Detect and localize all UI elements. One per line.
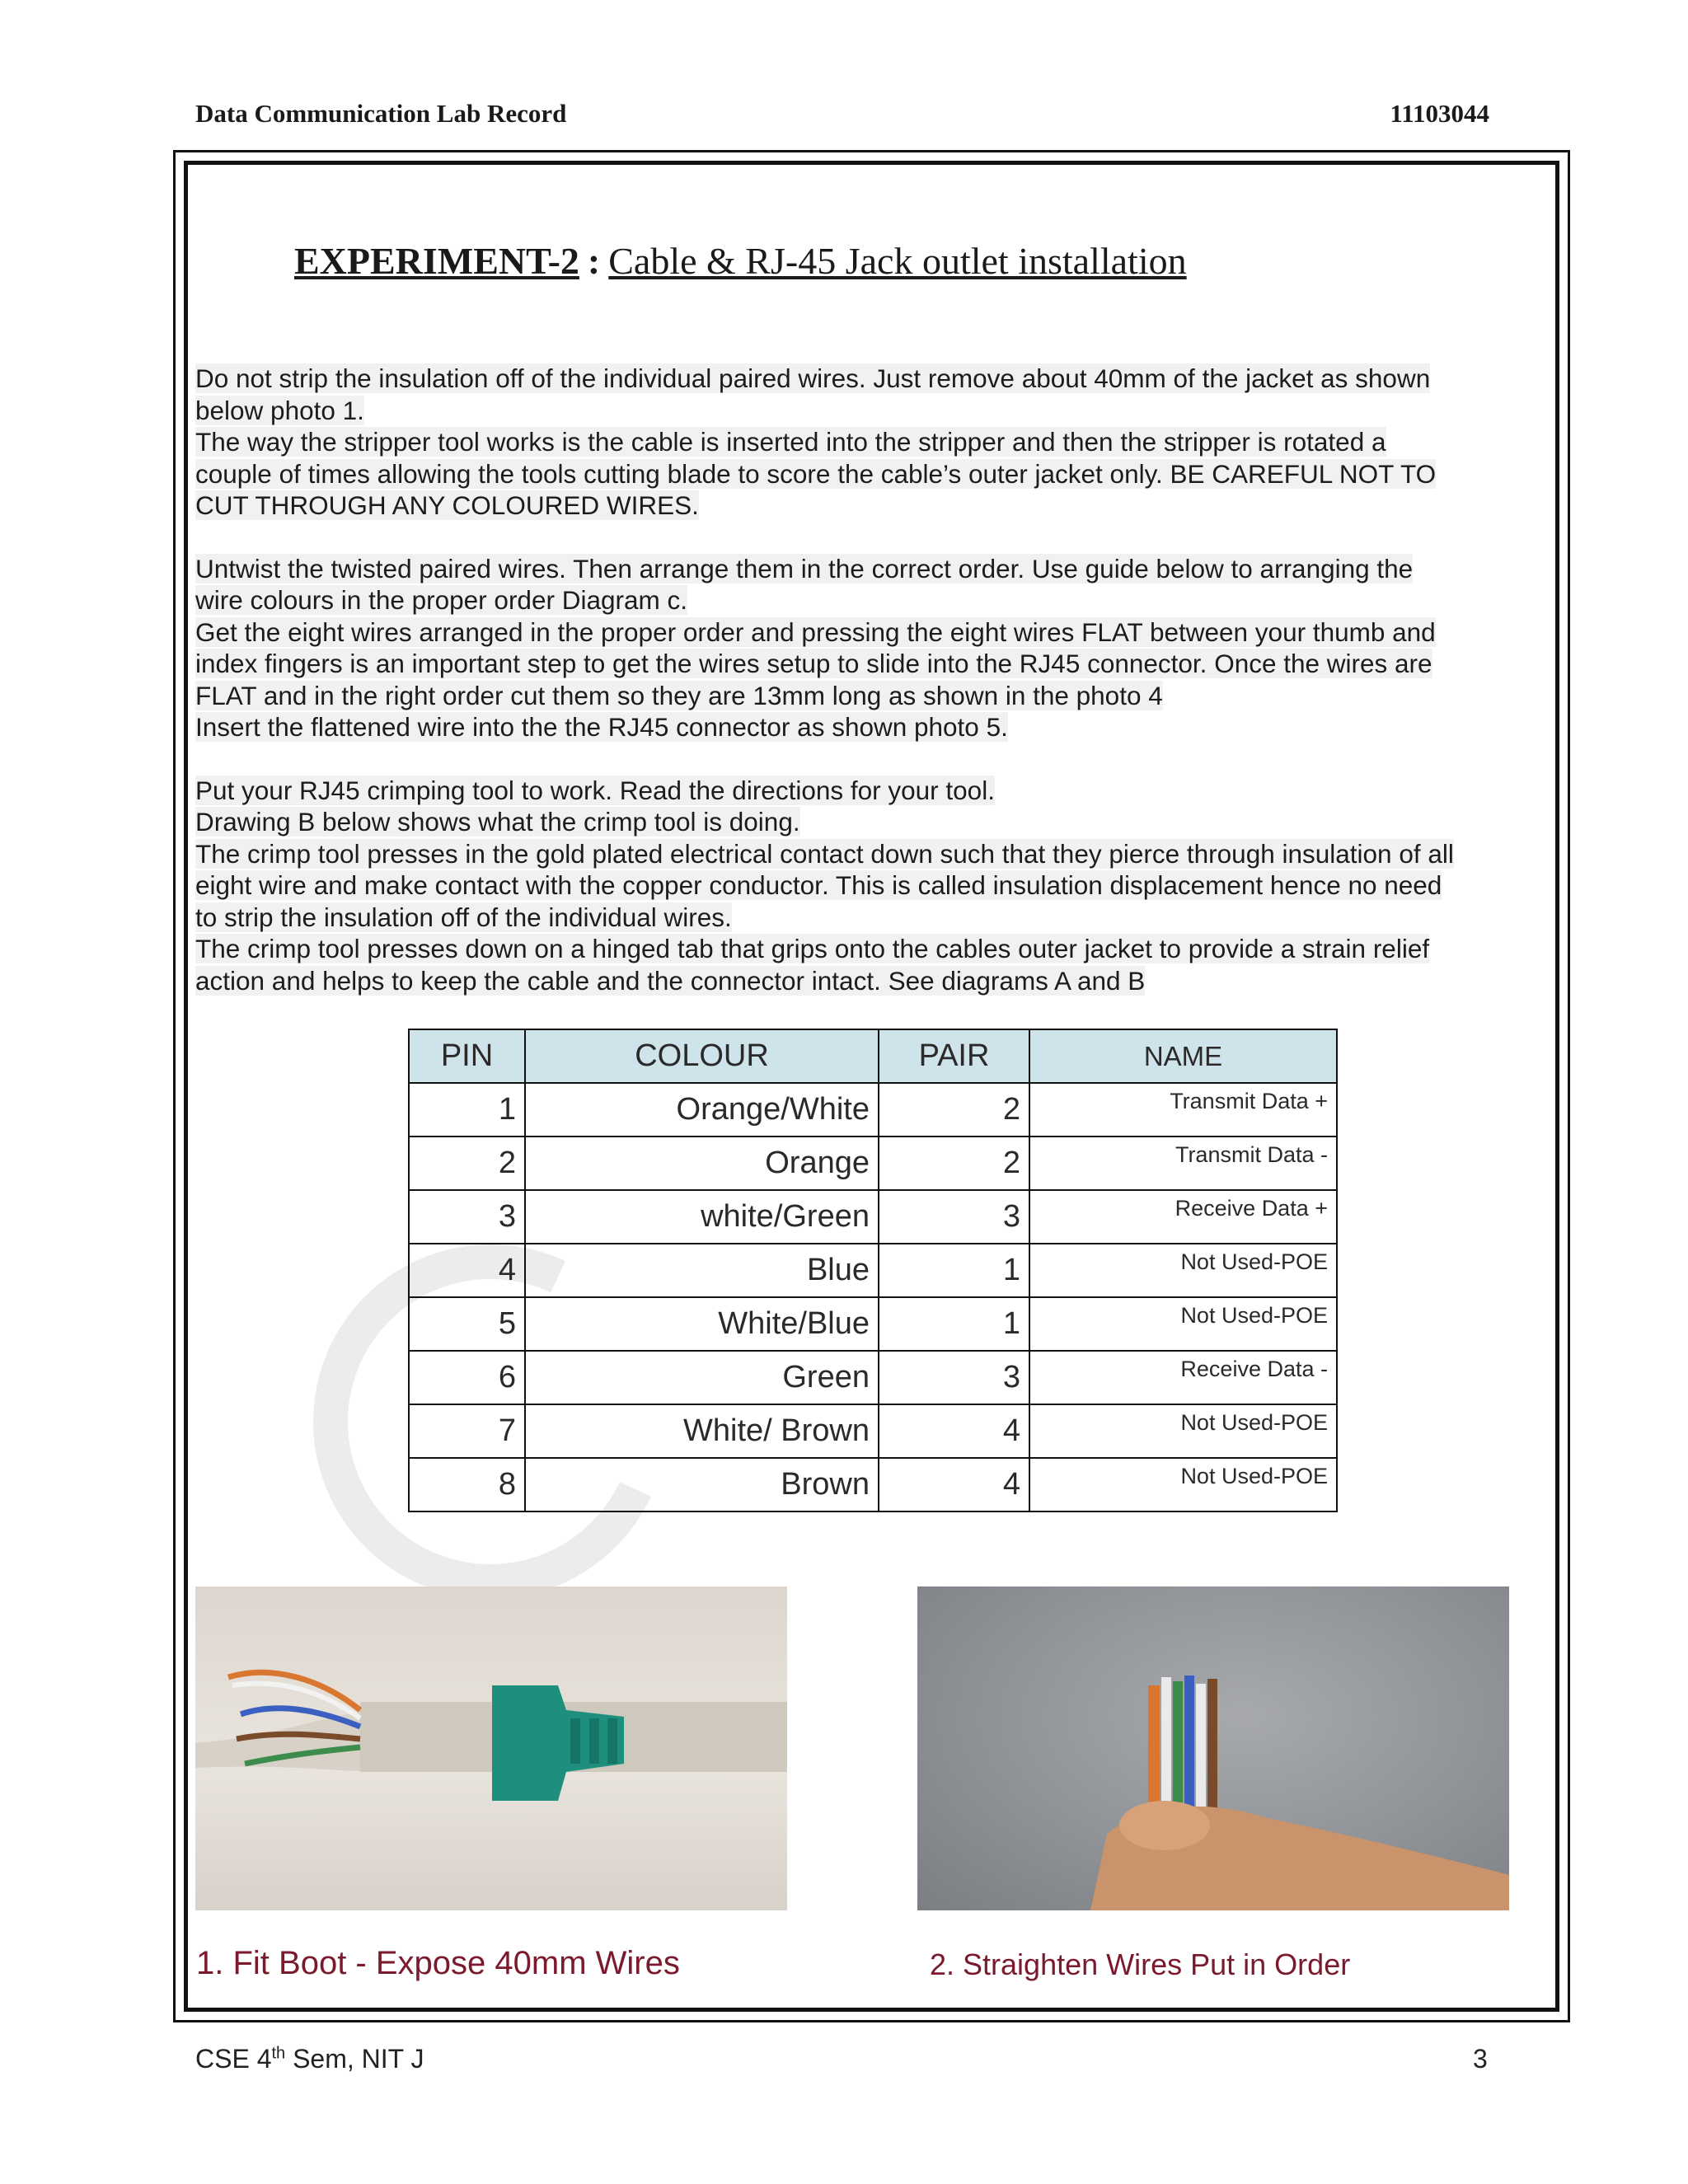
paragraph-line: Do not strip the insulation off of the individual paired wires. Just remove about 40mm of the jacket as shown [195,363,1431,393]
paragraph-line: The way the stripper tool works is the cable is inserted into the stripper and then the stripper is rotated a [195,427,1386,457]
paragraph-line: to strip the insulation off of the individual wires. [195,902,732,932]
table-row [409,1404,1337,1458]
footer-course-suffix: Sem, NIT J [285,2044,424,2074]
paragraph-line: Drawing B below shows what the crimp tool is doing. [195,807,800,837]
cell-pair: 4 [879,1404,1029,1458]
cell-colour: Brown [525,1458,879,1511]
cell-pin: 5 [409,1297,525,1351]
paragraph-line: index fingers is an important step to get the wires setup to slide into the RJ45 connector. Once the wires are [195,649,1432,678]
paragraph-line: Get the eight wires arranged in the proper order and pressing the eight wires FLAT between your thumb and [195,616,1436,647]
paragraph-line: eight wire and make contact with the copper conductor. This is called insulation displacement hence no need [195,870,1442,900]
cell-name: Receive Data - [1029,1351,1337,1404]
pinout-table [408,1029,1338,1512]
cell-colour: Orange/White [525,1083,879,1137]
table-row [409,1137,1337,1190]
header-roll-number: 11103044 [1390,99,1489,128]
cell-name: Not Used-POE [1029,1404,1337,1458]
cell-pair: 1 [879,1244,1029,1297]
paragraph-line: The crimp tool presses in the gold plated electrical contact down such that they pierce through insulation of all [195,838,1454,869]
experiment-subject: Cable & RJ-45 Jack outlet installation [608,240,1187,282]
table-header-row [409,1029,1337,1083]
paragraph-line: Put your RJ45 crimping tool to work. Read the directions for your tool. [195,775,995,805]
header-course-title: Data Communication Lab Record [195,99,567,128]
instructions-body [195,363,1539,996]
cell-colour: Orange [525,1137,879,1190]
cell-pair: 1 [879,1297,1029,1351]
cell-pin: 2 [409,1137,525,1190]
cell-pin: 8 [409,1458,525,1511]
paragraph-gap [195,522,1539,553]
cell-pair: 4 [879,1458,1029,1511]
cell-name: Receive Data + [1029,1190,1337,1244]
cell-pin: 1 [409,1083,525,1137]
paragraph-line: The crimp tool presses down on a hinged tab that grips onto the cables outer jacket to provide a strain relief [195,934,1430,963]
cell-pair: 2 [879,1137,1029,1190]
cell-pin: 3 [409,1190,525,1244]
page-header [195,99,1489,132]
cell-colour: Green [525,1351,879,1404]
cell-pin: 6 [409,1351,525,1404]
cell-colour: White/ Brown [525,1404,879,1458]
cell-colour: Blue [525,1244,879,1297]
caption-photo-1: 1. Fit Boot - Expose 40mm Wires [196,1945,680,1981]
table-row [409,1458,1337,1511]
experiment-title [294,239,1187,283]
cell-name: Not Used-POE [1029,1297,1337,1351]
paragraph-gap [195,743,1539,775]
column-header-pin: PIN [409,1029,525,1083]
column-header-name: NAME [1029,1029,1337,1083]
table-row [409,1244,1337,1297]
table-row [409,1190,1337,1244]
paragraph-line: couple of times allowing the tools cutting blade to score the cable’s outer jacket only. BE CAREFUL NOT TO [195,458,1437,489]
footer-course-prefix: CSE 4 [195,2044,272,2074]
caption-photo-2: 2. Straighten Wires Put in Order [930,1947,1351,1981]
paragraph [195,363,1539,522]
cell-colour: White/Blue [525,1297,879,1351]
paragraph-line: action and helps to keep the cable and the connector intact. See diagrams A and B [195,965,1146,996]
cell-name: Not Used-POE [1029,1244,1337,1297]
column-header-colour: COLOUR [525,1029,879,1083]
paragraph [195,553,1539,743]
paragraph-line: below photo 1. [195,395,364,425]
page-number: 3 [1473,2044,1488,2074]
cell-pin: 7 [409,1404,525,1458]
cell-pair: 2 [879,1083,1029,1137]
cell-pin: 4 [409,1244,525,1297]
paragraph-line: wire colours in the proper order Diagram c. [195,585,687,615]
cell-pair: 3 [879,1351,1029,1404]
photo-straighten-wires [917,1586,1509,1910]
cell-name: Transmit Data + [1029,1083,1337,1137]
paragraph-line: FLAT and in the right order cut them so they are 13mm long as shown in the photo 4 [195,680,1163,710]
table-row [409,1351,1337,1404]
experiment-number: EXPERIMENT-2 [294,240,579,282]
title-colon: : [587,240,601,282]
paragraph-line: Insert the flattened wire into the the RJ45 connector as shown photo 5. [195,712,1008,742]
cell-name: Not Used-POE [1029,1458,1337,1511]
paragraph-line: CUT THROUGH ANY COLOURED WIRES. [195,490,699,520]
paragraph-line: Untwist the twisted paired wires. Then arrange them in the correct order. Use guide below to arranging the [195,553,1414,583]
cell-colour: white/Green [525,1190,879,1244]
paragraph [195,775,1539,997]
cell-pair: 3 [879,1190,1029,1244]
table-row [409,1083,1337,1137]
column-header-pair: PAIR [879,1029,1029,1083]
footer-course [195,2044,424,2074]
cell-name: Transmit Data - [1029,1137,1337,1190]
footer-course-sup: th [271,2044,286,2063]
table-row [409,1297,1337,1351]
photo-fit-boot [195,1586,787,1910]
